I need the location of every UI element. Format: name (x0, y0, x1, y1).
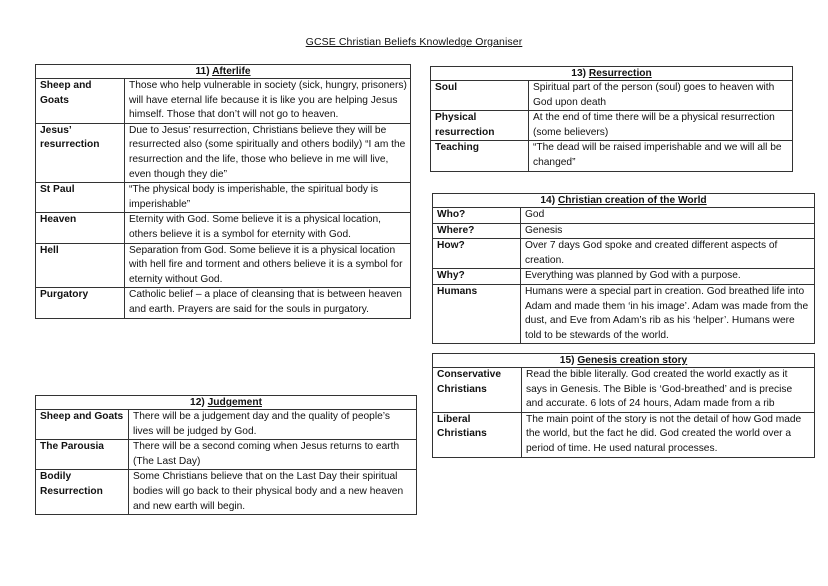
table-row (431, 81, 793, 111)
afterlife-header (36, 65, 411, 79)
term-cell (433, 412, 522, 457)
definition-text: At the end of time there will be a physical resurrection (some believers) (533, 112, 775, 138)
table-row (433, 284, 815, 343)
table-row (433, 269, 815, 285)
term-physical-resurrection: Physical resurrection (435, 112, 495, 138)
term-cell (433, 284, 521, 343)
term-cell (36, 440, 129, 470)
term-why: Why? (437, 270, 465, 282)
table-row (431, 111, 793, 141)
table-row (36, 243, 411, 288)
table-row (36, 410, 417, 440)
definition-cell (522, 368, 815, 413)
term-cell (433, 208, 521, 224)
term-cell (36, 288, 125, 318)
section-title: Afterlife (212, 66, 251, 77)
creation-table (432, 193, 815, 344)
term-cell (433, 223, 521, 239)
term-cell (36, 470, 129, 515)
definition-text: Humans were a special part in creation. God breathed life into Adam and made them ‘in his image’. Adam was made from the dust, and Eve from Adam’s rib as his ‘helper’. Humans were told to be stewards of the world. (525, 285, 809, 341)
definition-text: Everything was planned by God with a purpose. (525, 270, 741, 282)
section-number: 15) (559, 355, 575, 366)
table-row (431, 141, 793, 171)
definition-cell (125, 288, 411, 318)
definition-cell (529, 111, 793, 141)
table-row (433, 239, 815, 269)
term-teaching: Teaching (435, 142, 479, 154)
term-cell (431, 111, 529, 141)
definition-text: Separation from God. Some believe it is a physical location with hell fire and torment and others believe it is a symbol for eternity without God. (129, 244, 403, 285)
judgement-header-row (36, 396, 417, 410)
definition-cell (125, 243, 411, 288)
definition-cell (521, 208, 815, 224)
term-cell (431, 81, 529, 111)
table-row (36, 123, 411, 182)
definition-cell (521, 239, 815, 269)
definition-text: God (525, 209, 545, 220)
judgement-table (35, 395, 417, 515)
term-cell (431, 141, 529, 171)
term-hell: Hell (40, 244, 59, 256)
term-cell (36, 243, 125, 288)
table-row (36, 183, 411, 213)
definition-cell (125, 213, 411, 243)
definition-cell (521, 284, 815, 343)
definition-text: Those who help vulnerable in society (sick, hungry, prisoners) will have eternal life because it is like you are helping Jesus himself. Those that don’t will not go to heaven. (129, 80, 407, 121)
definition-text: Spiritual part of the person (soul) goes to heaven with God upon death (533, 82, 775, 108)
section-title: Christian creation of the World (557, 195, 707, 206)
term-jesus-resurrection: Jesus’ resurrection (40, 124, 100, 151)
definition-text: Catholic belief – a place of cleansing that is between heaven and earth. Prayers are said for the souls in purgatory. (129, 289, 402, 315)
term-cell (433, 269, 521, 285)
definition-cell (522, 412, 815, 457)
definition-cell (129, 410, 417, 440)
term-cell (36, 183, 125, 213)
definition-text: There will be a judgement day and the quality of people’s lives will be judged by God. (133, 411, 390, 437)
term-cell (433, 368, 522, 413)
definition-text: Over 7 days God spoke and created different aspects of creation. (525, 240, 778, 266)
definition-cell (125, 183, 411, 213)
table-row (36, 213, 411, 243)
term-soul: Soul (435, 82, 458, 93)
term-where: Where? (437, 224, 475, 236)
resurrection-header (431, 67, 793, 81)
genesis-header (433, 354, 815, 368)
table-row (36, 288, 411, 318)
definition-cell (129, 440, 417, 470)
section-number: 12) (190, 397, 205, 408)
definition-text: The main point of the story is not the detail of how God made the world, but the fact he did. God created the world over a period of time. He used natural processes. (526, 413, 802, 454)
table-row (433, 412, 815, 457)
term-sheep-and-goats: Sheep and Goats (40, 411, 124, 422)
definition-cell (529, 81, 793, 111)
definition-text: Due to Jesus’ resurrection, Christians believe they will be resurrected also (some spiritually and others bodily) “I am the resurrection and the life, those who believe in me will live, even though they die” (129, 124, 406, 180)
definition-text: Read the bible literally. God created the world exactly as it says in Genesis. The Bible is ‘God-breathed’ and is precise and accurate. 6 lots of 24 hours, Adam made from a rib (526, 369, 793, 410)
afterlife-table (35, 64, 411, 319)
term-liberal-christians: Liberal Christians (437, 413, 487, 440)
resurrection-header-row (431, 67, 793, 81)
term-who: Who? (437, 209, 466, 220)
term-sheep-and-goats: Sheep and Goats (40, 80, 92, 106)
section-title: Judgement (207, 397, 262, 408)
definition-text: Some Christians believe that on the Last Day their spiritual bodies will go back to their physical body and a new heaven and new earth will begin. (133, 471, 404, 512)
definition-text: Genesis (525, 224, 563, 236)
term-purgatory: Purgatory (40, 289, 89, 301)
term-how: How? (437, 240, 465, 252)
resurrection-table (430, 66, 793, 172)
term-cell (433, 239, 521, 269)
table-row (36, 470, 417, 515)
term-humans: Humans (437, 285, 478, 297)
section-number: 14) (540, 195, 556, 206)
term-cell (36, 213, 125, 243)
term-bodily-resurrection: Bodily Resurrection (40, 471, 103, 497)
definition-cell (125, 79, 411, 124)
table-row (36, 79, 411, 124)
table-row (433, 223, 815, 239)
definition-cell (125, 123, 411, 182)
table-row (36, 440, 417, 470)
term-st-paul: St Paul (40, 184, 75, 196)
section-number: 13) (571, 68, 587, 79)
term-cell (36, 123, 125, 182)
definition-cell (529, 141, 793, 171)
page-title: GCSE Christian Beliefs Knowledge Organiser (305, 36, 523, 48)
term-heaven: Heaven (40, 214, 77, 226)
term-conservative-christians: Conservative Christians (437, 369, 501, 395)
definition-text: Eternity with God. Some believe it is a physical location, others believe it is a symbol for eternity with God. (129, 214, 381, 240)
definition-text: “The dead will be raised imperishable and we will all be changed” (533, 142, 782, 168)
term-cell (36, 79, 125, 124)
section-title: Resurrection (588, 68, 652, 79)
table-row (433, 368, 815, 413)
genesis-table (432, 353, 815, 458)
definition-cell (129, 470, 417, 515)
definition-cell (521, 223, 815, 239)
creation-header-row (433, 194, 815, 208)
definition-text: There will be a second coming when Jesus returns to earth (The Last Day) (133, 441, 400, 467)
term-cell (36, 410, 129, 440)
afterlife-header-row (36, 65, 411, 79)
table-row (433, 208, 815, 224)
genesis-header-row (433, 354, 815, 368)
definition-cell (521, 269, 815, 285)
section-number: 11) (195, 66, 210, 77)
section-title: Genesis creation story (577, 355, 688, 366)
judgement-header (36, 396, 417, 410)
creation-header (433, 194, 815, 208)
definition-text: “The physical body is imperishable, the spiritual body is imperishable” (129, 184, 379, 210)
term-the-parousia: The Parousia (40, 441, 104, 453)
